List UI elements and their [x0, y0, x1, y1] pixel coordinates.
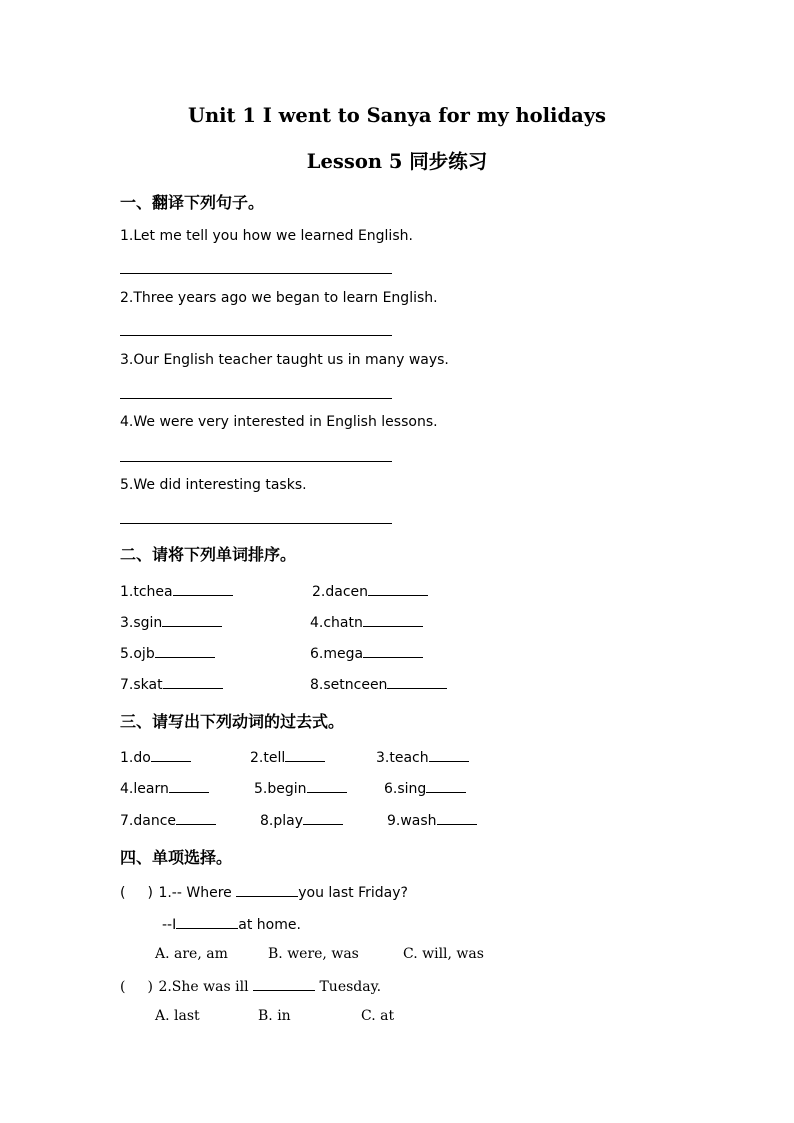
section4-heading: 四、单项选择。	[120, 848, 233, 867]
question-1-reply-a: --I	[162, 917, 177, 933]
word-item-7	[120, 675, 223, 693]
question-2-text-a: 2.She was ill	[158, 979, 249, 995]
verb-item-label: 5.begin	[254, 781, 307, 797]
word-item-6	[310, 644, 423, 662]
verb-item-label: 9.wash	[387, 813, 437, 829]
question-1-option-c[interactable]: C. will, was	[403, 946, 484, 962]
word-blank[interactable]	[155, 644, 215, 658]
word-item-label: 3.sgin	[120, 615, 163, 631]
word-item-label: 7.skat	[120, 677, 163, 693]
verb-item-label: 1.do	[120, 750, 151, 766]
verb-item-label: 6.sing	[384, 781, 427, 797]
question-2-blank[interactable]	[253, 977, 315, 991]
word-item-label: 6.mega	[310, 646, 364, 662]
verb-item-2	[250, 748, 325, 766]
verb-item-label: 7.dance	[120, 813, 177, 829]
word-item-label: 2.dacen	[312, 584, 369, 600]
worksheet-subtitle: Lesson 5 同步练习	[306, 150, 488, 173]
verb-item-label: 3.teach	[376, 750, 429, 766]
verb-item-label: 8.play	[260, 813, 303, 829]
answer-line-1[interactable]	[120, 273, 392, 274]
question-1-text-a: 1.-- Where	[158, 885, 232, 901]
section1-heading: 一、翻译下列句子。	[120, 193, 265, 212]
word-blank[interactable]	[368, 582, 428, 596]
word-item-label: 4.chatn	[310, 615, 363, 631]
word-blank[interactable]	[173, 582, 233, 596]
word-blank[interactable]	[162, 613, 222, 627]
bracket-close: )	[147, 979, 153, 995]
word-item-5	[120, 644, 215, 662]
word-blank[interactable]	[363, 644, 423, 658]
verb-item-8	[260, 811, 343, 829]
verb-item-3	[376, 748, 469, 766]
word-item-label: 8.setnceen	[310, 677, 388, 693]
sentence-2: 2.Three years ago we began to learn English.	[120, 290, 438, 306]
sentence-4: 4.We were very interested in English lessons.	[120, 414, 438, 430]
question-2-option-a[interactable]: A. last	[155, 1008, 200, 1024]
question-1-reply-b: at home.	[238, 917, 301, 933]
verb-item-5	[254, 779, 347, 797]
bracket-open: (	[120, 979, 126, 995]
question-1-stem	[120, 883, 408, 901]
word-item-4	[310, 613, 423, 631]
word-item-label: 5.ojb	[120, 646, 155, 662]
verb-blank[interactable]	[437, 811, 477, 825]
word-item-8	[310, 675, 447, 693]
question-1-text-b: you last Friday?	[298, 885, 408, 901]
word-blank[interactable]	[163, 675, 223, 689]
answer-bracket[interactable]	[120, 979, 154, 995]
answer-line-2[interactable]	[120, 335, 392, 336]
word-blank[interactable]	[387, 675, 447, 689]
verb-item-label: 2.tell	[250, 750, 286, 766]
verb-item-label: 4.learn	[120, 781, 169, 797]
verb-blank[interactable]	[176, 811, 216, 825]
verb-blank[interactable]	[285, 748, 325, 762]
answer-bracket[interactable]	[120, 885, 154, 901]
verb-blank[interactable]	[429, 748, 469, 762]
word-item-3	[120, 613, 222, 631]
section3-heading: 三、请写出下列动词的过去式。	[120, 712, 345, 731]
question-1-reply	[162, 915, 301, 933]
verb-blank[interactable]	[426, 779, 466, 793]
question-2-text-b: Tuesday.	[319, 979, 382, 995]
question-2-stem	[120, 977, 381, 995]
question-2-option-b[interactable]: B. in	[258, 1008, 291, 1024]
verb-item-4	[120, 779, 209, 797]
verb-item-7	[120, 811, 216, 829]
answer-line-4[interactable]	[120, 461, 392, 462]
verb-item-6	[384, 779, 466, 797]
verb-item-1	[120, 748, 191, 766]
verb-blank[interactable]	[151, 748, 191, 762]
bracket-open: (	[120, 885, 126, 901]
question-1-option-a[interactable]: A. are, am	[155, 946, 228, 962]
sentence-5: 5.We did interesting tasks.	[120, 477, 307, 493]
answer-line-3[interactable]	[120, 398, 392, 399]
sentence-3: 3.Our English teacher taught us in many ways.	[120, 352, 449, 368]
verb-blank[interactable]	[303, 811, 343, 825]
word-item-label: 1.tchea	[120, 584, 173, 600]
question-1-reply-blank[interactable]	[176, 915, 238, 929]
word-item-1	[120, 582, 233, 600]
section2-heading: 二、请将下列单词排序。	[120, 545, 297, 564]
verb-blank[interactable]	[169, 779, 209, 793]
verb-item-9	[387, 811, 477, 829]
answer-line-5[interactable]	[120, 523, 392, 524]
question-1-blank[interactable]	[236, 883, 298, 897]
word-blank[interactable]	[363, 613, 423, 627]
question-1-option-b[interactable]: B. were, was	[268, 946, 359, 962]
sentence-1: 1.Let me tell you how we learned English.	[120, 228, 413, 244]
word-item-2	[312, 582, 428, 600]
question-2-option-c[interactable]: C. at	[361, 1008, 395, 1024]
verb-blank[interactable]	[307, 779, 347, 793]
bracket-close: )	[147, 885, 153, 901]
worksheet-title: Unit 1 I went to Sanya for my holidays	[187, 104, 607, 127]
